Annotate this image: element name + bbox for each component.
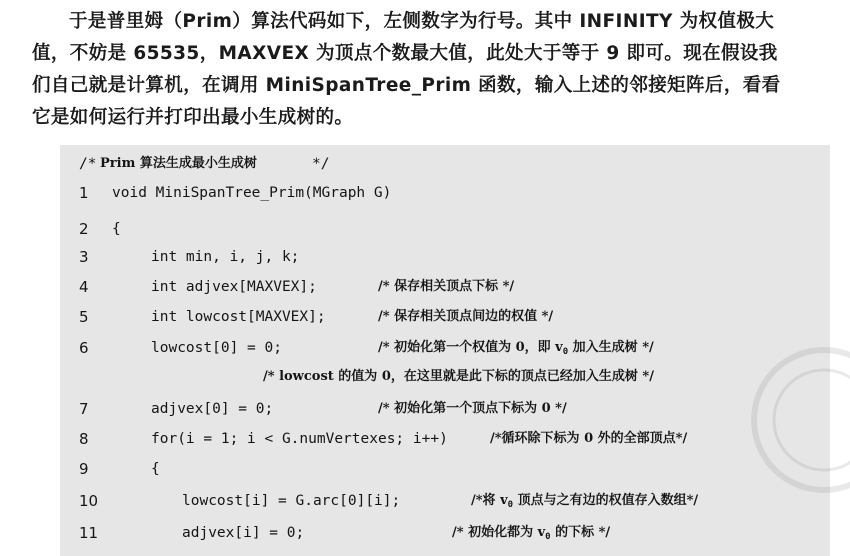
line-number: 9 bbox=[79, 460, 89, 478]
intro-line: 值，不妨是 65535，MAXVEX 为顶点个数最大值，此处大于等于 9 即可。现在假设我 bbox=[32, 43, 778, 64]
intro-line: 它是如何运行并打印出最小生成树的。 bbox=[32, 107, 354, 128]
line-number: 6 bbox=[79, 339, 89, 357]
line-number: 2 bbox=[79, 220, 89, 238]
code-text: int lowcost[MAXVEX]; bbox=[151, 309, 326, 325]
line-number: 1 bbox=[79, 184, 89, 202]
code-text: void MiniSpanTree_Prim(MGraph G) bbox=[112, 185, 392, 201]
line-number: 7 bbox=[79, 400, 89, 418]
line-number: 11 bbox=[79, 524, 99, 542]
line-number: 8 bbox=[79, 430, 89, 448]
line-number: 10 bbox=[79, 492, 99, 510]
code-text: int adjvex[MAXVEX]; bbox=[151, 279, 317, 295]
code-comment: /* 初始化第一个权值为 0，即 $v_0$ 加入生成树 */ bbox=[378, 340, 654, 357]
comment-open: /* bbox=[79, 156, 97, 172]
code-text: { bbox=[151, 461, 160, 477]
code-text: { bbox=[112, 221, 121, 237]
code-text: int min, i, j, k; bbox=[151, 249, 300, 265]
line-number: 5 bbox=[79, 308, 89, 326]
code-comment: /* lowcost 的值为 0，在这里就是此下标的顶点已经加入生成树 */ bbox=[263, 369, 654, 384]
comment-text: Prim 算法生成最小生成树 bbox=[100, 156, 257, 171]
code-comment: /* 保存相关顶点下标 */ bbox=[378, 279, 515, 294]
code-comment: /* 初始化第一个顶点下标为 0 */ bbox=[378, 401, 567, 416]
code-comment: /* 初始化都为 $v_0$ 的下标 */ bbox=[452, 525, 611, 542]
code-text: for(i = 1; i < G.numVertexes; i++) bbox=[151, 431, 448, 447]
code-text: lowcost[0] = 0; bbox=[151, 340, 282, 356]
line-number: 4 bbox=[79, 278, 89, 296]
watermark-graphic bbox=[744, 340, 850, 500]
intro-line: 于是普里姆（Prim）算法代码如下，左侧数字为行号。其中 INFINITY 为权值极大 bbox=[69, 11, 775, 32]
comment-close: */ bbox=[312, 156, 330, 172]
code-comment: /* 保存相关顶点间边的权值 */ bbox=[378, 309, 554, 324]
code-listing bbox=[60, 145, 830, 556]
code-text: adjvex[i] = 0; bbox=[182, 525, 305, 541]
line-number: 3 bbox=[79, 248, 89, 266]
code-comment: /*将 $v_0$ 顶点与之有边的权值存入数组*/ bbox=[471, 493, 699, 510]
code-text: adjvex[0] = 0; bbox=[151, 401, 274, 417]
intro-line: 们自己就是计算机，在调用 MiniSpanTree_Prim 函数，输入上述的邻接矩阵后，看看 bbox=[32, 75, 781, 96]
intro-paragraph bbox=[32, 6, 832, 134]
code-text: lowcost[i] = G.arc[0][i]; bbox=[182, 493, 401, 509]
code-comment: /*循环除下标为 0 外的全部顶点*/ bbox=[490, 431, 688, 446]
